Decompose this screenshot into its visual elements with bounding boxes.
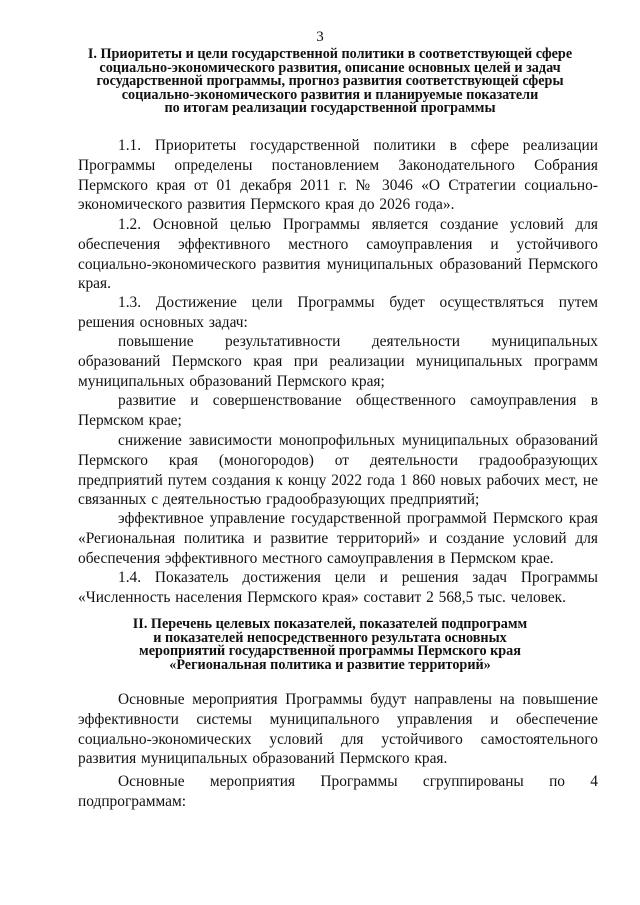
- section-1-heading: [60, 48, 600, 116]
- page-number: 3: [316, 29, 324, 45]
- paragraph-1-1: 1.1. Приоритеты государственной политики в сфере реализации Программы определены постановлением Законодательного Собрания Пермского края от 01 декабря 2011 г. № 3046 «О Стратегии социально-экономического развития Пермского края до 2026 года».: [78, 137, 598, 214]
- paragraph-2-1: Основные мероприятия Программы будут направлены на повышение эффективности системы муниципального управления и обеспечение социально-экономических условий для устойчивого самостоятельного развития муниципальных образований Пермского края.: [78, 691, 598, 768]
- paragraph-2-2: Основные мероприятия Программы сгруппированы по 4 подпрограммам:: [78, 773, 598, 810]
- task-item-3: снижение зависимости монопрофильных муниципальных образований Пермского края (моногородов) от деятельности градообразующих предприятий путем создания к концу 2022 года 1 860 новых рабочих мест, не связанных с деятельностью градообразующих предприятий;: [78, 432, 598, 509]
- paragraph-1-4: 1.4. Показатель достижения цели и решения задач Программы «Численность населения Пермского края» составит 2 568,5 тыс. человек.: [78, 569, 598, 606]
- task-item-4: эффективное управление государственной программой Пермского края «Региональная политика и развитие территорий» и создание условий для обеспечения эффективного местного самоуправления в Пермском крае.: [78, 510, 598, 567]
- section-1-heading-line: по итогам реализации государственной программы: [164, 100, 496, 117]
- task-item-1: повышение результативности деятельности муниципальных образований Пермского края при реализации муниципальных программ муниципальных образований Пермского края;: [78, 333, 598, 390]
- section-2-heading-line: и показателей непосредственного результата основных: [153, 629, 507, 646]
- section-1-heading-line: социально-экономического развития и планируемые показатели: [121, 86, 539, 103]
- paragraph-1-3: 1.3. Достижение цели Программы будет осуществляться путем решения основных задач:: [78, 294, 598, 331]
- task-item-2: развитие и совершенствование общественного самоуправления в Пермском крае;: [78, 392, 598, 429]
- section-1-heading-line: I. Приоритеты и цели государственной политики в соответствующей сфере: [87, 46, 573, 62]
- section-2-heading-line: «Региональная политика и развитие территорий»: [169, 656, 491, 673]
- section-2-heading-line: мероприятий государственной программы Пермского края: [139, 643, 521, 660]
- paragraph-1-2: 1.2. Основной целью Программы является создание условий для обеспечения эффективного местного самоуправления и устойчивого социально-экономического развития муниципальных образований Пермского края.: [78, 216, 598, 293]
- section-2-heading: [60, 618, 600, 672]
- section-2-heading-line: II. Перечень целевых показателей, показателей подпрограмм: [132, 616, 528, 632]
- section-1-heading-line: социально-экономического развития, описание основных целей и задач: [99, 59, 561, 76]
- section-1-heading-line: государственной программы, прогноз развития соответствующей сферы: [96, 73, 564, 90]
